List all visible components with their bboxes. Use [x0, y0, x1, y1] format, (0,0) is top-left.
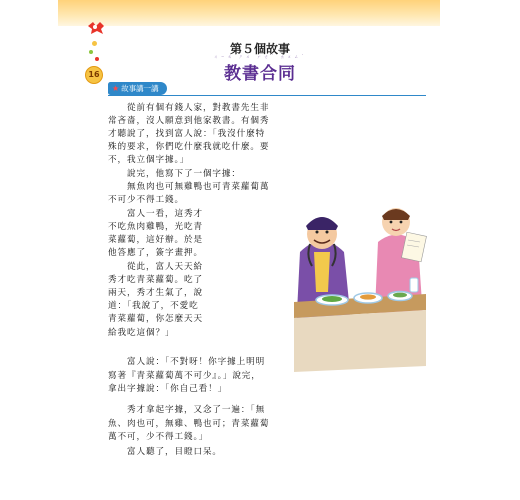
body-line: 不吃魚肉雞鴨，光吃青	[108, 222, 203, 232]
contract-quote-line: 不可少不得工錢。	[108, 195, 184, 205]
story-title-block	[0, 54, 520, 84]
body-line: 從此，富人天天給	[108, 262, 203, 272]
decorative-logo-icon	[86, 20, 106, 36]
top-banner	[58, 0, 440, 26]
body-line: 說完，他寫下了一個字據：	[108, 169, 241, 179]
body-line: 富人聽了，目瞪口呆。	[108, 447, 222, 457]
body-line: 兩天，秀才生氣了，說	[108, 288, 203, 298]
story-number: 第５個故事	[229, 42, 290, 56]
contract-quote-line: 無魚肉也可無雞鴨也可青菜蘿蔔萬	[108, 182, 270, 192]
body-line: 道：「我說了，不愛吃	[108, 301, 199, 311]
body-line: 常吝嗇，沒人願意到他家教書。有個秀	[108, 116, 270, 126]
body-line: 他答應了，簽字畫押。	[108, 248, 203, 258]
section-tag	[108, 82, 167, 95]
body-line: 給我吃這個？」	[108, 328, 175, 338]
body-line: 青菜蘿蔔，你怎麼天天	[108, 314, 203, 324]
page-number-badge: 16	[85, 66, 103, 84]
body-line: 不，我立個字據。」	[108, 155, 190, 165]
body-line: 魚、肉也可，無雞、鴨也可；青菜蘿蔔	[108, 419, 270, 429]
body-line: 富人一看，這秀才	[108, 209, 203, 219]
body-line: 才聽說了，找到富人說：「我沒什麼特	[108, 129, 266, 139]
body-line: 富人說：「不對呀！你字據上明明	[108, 357, 266, 367]
body-line: 殊的要求，你們吃什麼我就吃什麼。要	[108, 142, 270, 152]
body-line: 從前有個有錢人家，對教書先生非	[108, 103, 270, 113]
section-divider	[108, 95, 426, 96]
body-line: 秀才吃青菜蘿蔔。吃了	[108, 275, 203, 285]
star-icon: ★	[112, 84, 120, 93]
body-line: 寫著『青菜蘿蔔萬不可少』。」說完，	[108, 371, 261, 381]
section-tag-label: 故事講一講	[121, 84, 159, 93]
body-line: 菜蘿蔔，這好辦。於是	[108, 235, 203, 245]
body-line: 拿出字據說：「你自己看！」	[108, 384, 228, 394]
story-title-pinyin: ㄐㄧㄠ ㄕㄨ ㄏㄜˊ ㄊㄨㄥˊ	[213, 54, 307, 59]
scholar-and-landlord-illustration-icon	[292, 182, 428, 374]
body-line: 萬不可，少不得工錢。」	[108, 432, 209, 442]
story-title: 教書合同	[224, 64, 296, 84]
body-line: 秀才拿起字據，又念了一遍：「無	[108, 405, 266, 415]
